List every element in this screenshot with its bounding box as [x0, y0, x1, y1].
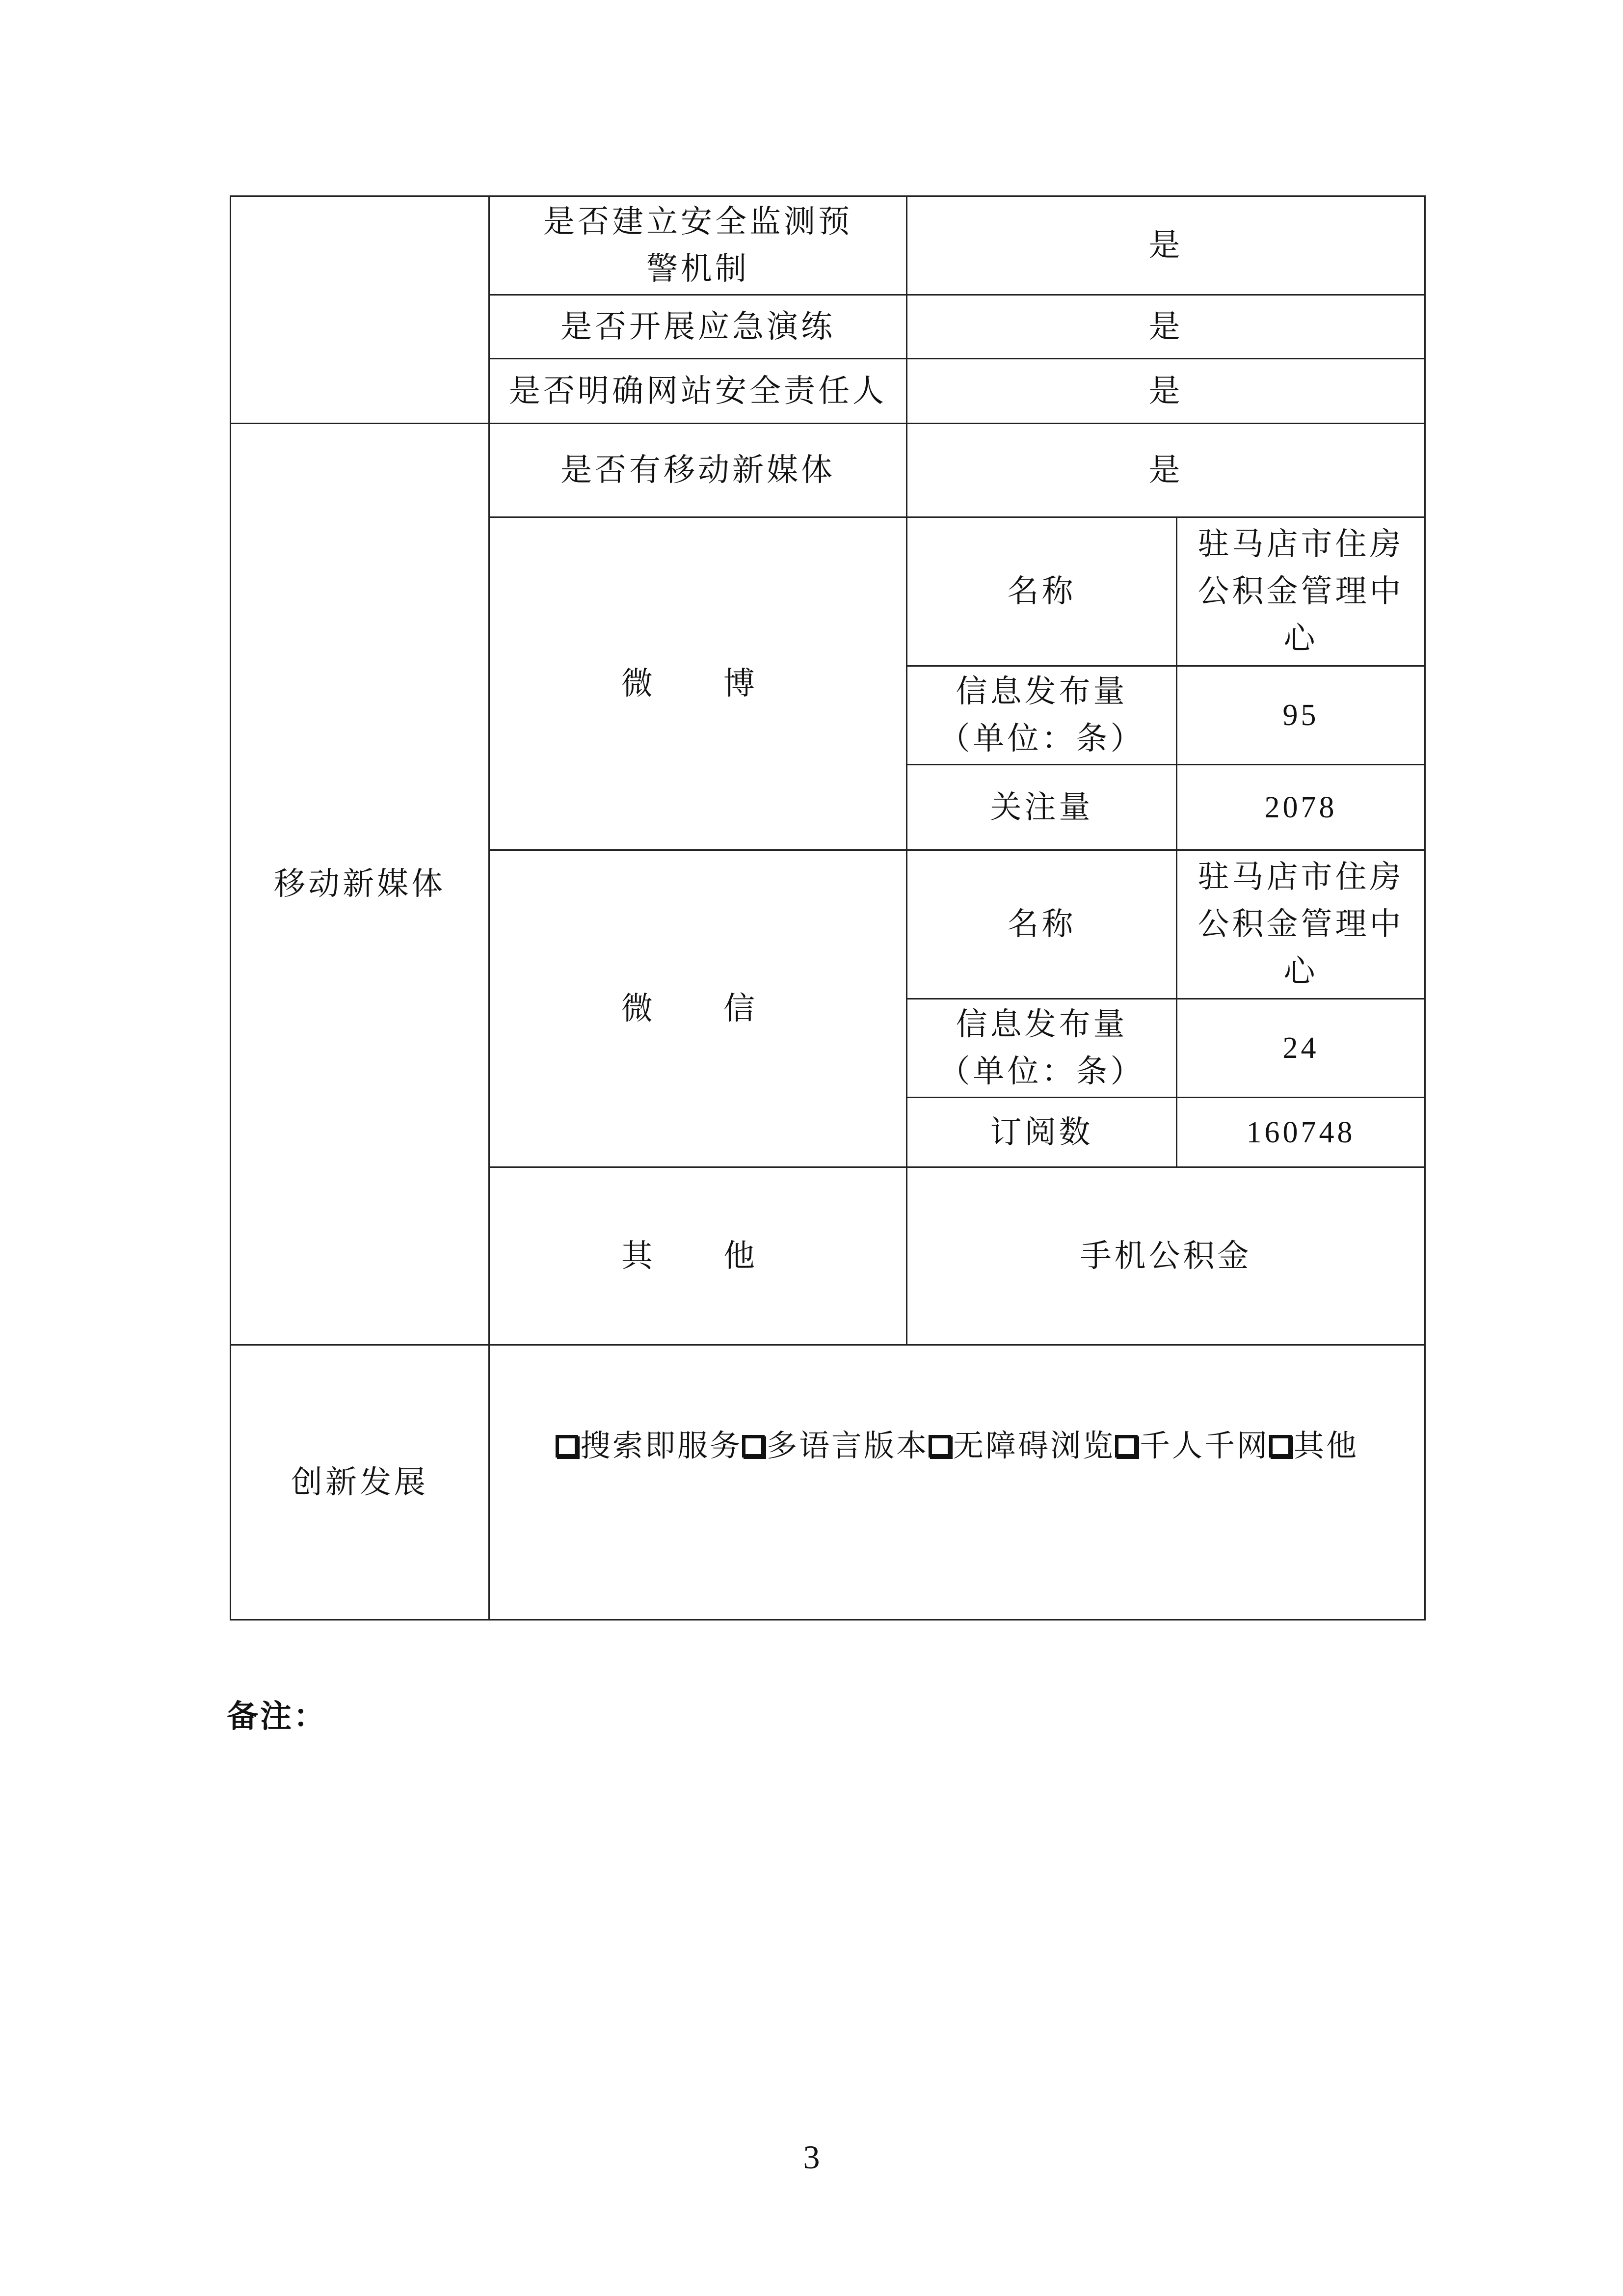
- checkbox-accessibility[interactable]: [929, 1422, 1115, 1470]
- remarks-label: 备注：: [227, 1699, 327, 1735]
- option-label: 其他: [1294, 1427, 1359, 1463]
- media-section-label: 移动新媒体: [231, 424, 489, 1345]
- responsible-label: 是否明确网站安全责任人: [489, 359, 907, 424]
- wechat-subscribers-value: 160748: [1177, 1098, 1425, 1167]
- weibo-followers-value: 2078: [1177, 765, 1425, 850]
- wechat-posts-label: 信息发布量（单位：条）: [907, 999, 1177, 1098]
- weibo-name-value: 驻马店市住房公积金管理中心: [1177, 517, 1425, 666]
- wechat-subscribers-label: 订阅数: [907, 1098, 1177, 1167]
- weibo-label: 微 博: [489, 517, 907, 850]
- other-media-value: 手机公积金: [907, 1167, 1425, 1345]
- responsible-value: 是: [907, 359, 1425, 424]
- checkbox-square-icon[interactable]: [1115, 1435, 1138, 1458]
- option-label: 无障碍浏览: [953, 1427, 1115, 1463]
- checkbox-multilingual[interactable]: [742, 1422, 929, 1470]
- wechat-name-label: 名称: [907, 850, 1177, 999]
- wechat-name-value: 驻马店市住房公积金管理中心: [1177, 850, 1425, 999]
- wechat-label: 微 信: [489, 850, 907, 1167]
- checkbox-personalized[interactable]: [1115, 1422, 1269, 1470]
- checkbox-search-service[interactable]: [556, 1422, 742, 1470]
- weibo-posts-value: 95: [1177, 666, 1425, 765]
- innovation-options-cell: [489, 1345, 1425, 1620]
- checkbox-other[interactable]: [1269, 1422, 1358, 1470]
- has-media-value: 是: [907, 424, 1425, 517]
- page-number: 3: [803, 2138, 820, 2176]
- option-label: 千人千网: [1140, 1427, 1270, 1463]
- report-table: [230, 195, 1426, 1621]
- option-label: 搜索即服务: [580, 1427, 742, 1463]
- other-media-label: 其 他: [489, 1167, 907, 1345]
- has-media-label: 是否有移动新媒体: [489, 424, 907, 517]
- drill-label: 是否开展应急演练: [489, 295, 907, 359]
- innovation-checkbox-list: [499, 1422, 1415, 1470]
- weibo-name-label: 名称: [907, 517, 1177, 666]
- checkbox-square-icon[interactable]: [556, 1435, 578, 1458]
- monitoring-label: 是否建立安全监测预警机制: [489, 196, 907, 295]
- checkbox-square-icon[interactable]: [742, 1435, 765, 1458]
- drill-value: 是: [907, 295, 1425, 359]
- innovation-label: 创新发展: [231, 1345, 489, 1620]
- monitoring-value: 是: [907, 196, 1425, 295]
- weibo-followers-label: 关注量: [907, 765, 1177, 850]
- security-category-cell: [231, 196, 489, 424]
- checkbox-square-icon[interactable]: [929, 1435, 951, 1458]
- wechat-posts-value: 24: [1177, 999, 1425, 1098]
- checkbox-square-icon[interactable]: [1269, 1435, 1292, 1458]
- weibo-posts-label: 信息发布量（单位：条）: [907, 666, 1177, 765]
- option-label: 多语言版本: [766, 1427, 929, 1463]
